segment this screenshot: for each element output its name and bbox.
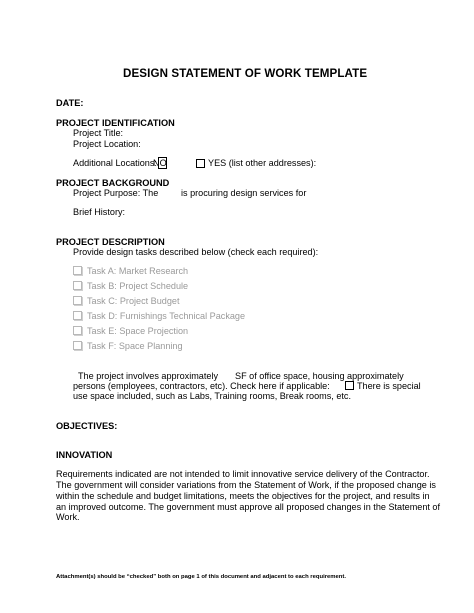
date-label: DATE: xyxy=(56,98,84,108)
task-a-checkbox[interactable] xyxy=(73,266,82,275)
project-purpose-label: Project Purpose: The xyxy=(73,188,159,198)
project-identification-heading: PROJECT IDENTIFICATION xyxy=(56,118,175,128)
document-title: DESIGN STATEMENT OF WORK TEMPLATE xyxy=(123,67,368,80)
task-f-checkbox[interactable] xyxy=(73,341,82,350)
persons-text: persons (employees, contractors, etc). Check here if applicable: xyxy=(73,381,330,391)
innovation-line-5: Work. xyxy=(56,512,80,522)
involves-text-start: The project involves approximately xyxy=(78,371,219,381)
task-b-checkbox[interactable] xyxy=(73,281,82,290)
task-e-label: Task E: Space Projection xyxy=(87,326,189,336)
project-background-heading: PROJECT BACKGROUND xyxy=(56,178,170,188)
task-d-label: Task D: Furnishings Technical Package xyxy=(87,311,246,321)
special-use-text-start: There is special xyxy=(357,381,421,391)
special-use-text-end: use space included, such as Labs, Training rooms, Break rooms, etc. xyxy=(73,391,352,401)
innovation-line-2: The government will consider variations from the Statement of Work, if the proposed change is xyxy=(56,480,436,490)
task-c-checkbox[interactable] xyxy=(73,296,82,305)
footer-attachment-note: Attachment(s) should be “checked” both on page 1 of this document and adjacent to each requirement. xyxy=(56,574,346,580)
project-description-heading: PROJECT DESCRIPTION xyxy=(56,237,165,247)
innovation-line-1: Requirements indicated are not intended to limit innovative service delivery of the Contractor. xyxy=(56,469,430,479)
task-a-label: Task A: Market Research xyxy=(87,266,189,276)
innovation-heading: INNOVATION xyxy=(56,450,113,460)
yes-option-label: YES (list other addresses): xyxy=(208,158,317,168)
procuring-text: is procuring design services for xyxy=(181,188,307,198)
task-e-checkbox[interactable] xyxy=(73,326,82,335)
task-instructions: Provide design tasks described below (check each required): xyxy=(73,247,319,257)
additional-locations-label: Additional Locations: xyxy=(73,158,157,168)
yes-checkbox[interactable] xyxy=(196,159,205,168)
innovation-line-3: within the schedule and budget limitations, meets the objectives for the project, and results in xyxy=(56,491,430,501)
no-checkbox-cursor[interactable] xyxy=(158,157,167,169)
no-option[interactable]: NO xyxy=(153,158,167,168)
task-c-label: Task C: Project Budget xyxy=(87,296,180,306)
task-d-checkbox[interactable] xyxy=(73,311,82,320)
project-title-label: Project Title: xyxy=(73,128,124,138)
project-location-label: Project Location: xyxy=(73,139,141,149)
objectives-heading: OBJECTIVES: xyxy=(56,421,118,431)
innovation-line-4: an improved outcome. The government must approve all proposed changes in the Statement of xyxy=(56,502,441,512)
special-use-checkbox[interactable] xyxy=(345,381,354,390)
brief-history-label: Brief History: xyxy=(73,207,126,217)
involves-text-end: SF of office space, housing approximately xyxy=(235,371,404,381)
task-b-label: Task B: Project Schedule xyxy=(87,281,189,291)
task-f-label: Task F: Space Planning xyxy=(87,341,183,351)
